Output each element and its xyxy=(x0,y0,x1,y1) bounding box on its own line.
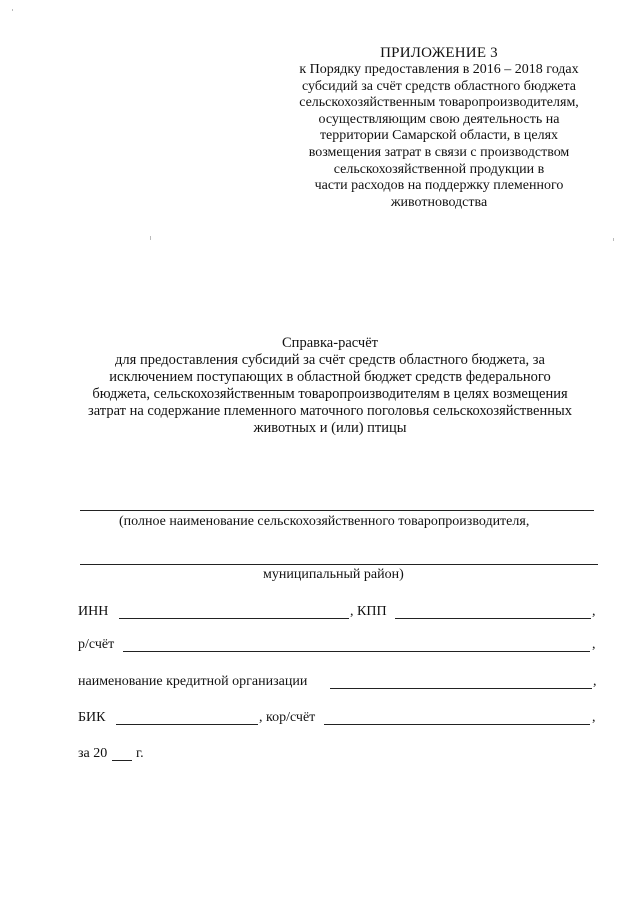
kpp-field[interactable] xyxy=(395,618,591,619)
appendix-line: сельскохозяйственным товаропроизводителям, xyxy=(299,95,579,111)
bank-end-comma: , xyxy=(593,674,597,689)
appendix-line: животноводства xyxy=(390,194,488,210)
producer-district-caption: муниципальный район) xyxy=(263,567,404,582)
kpp-end-comma: , xyxy=(592,604,596,619)
scan-speck xyxy=(150,236,151,240)
appendix-title: ПРИЛОЖЕНИЕ 3 xyxy=(380,45,498,61)
account-label: р/счёт xyxy=(78,637,115,652)
corr-account-label: , кор/счёт xyxy=(259,710,316,725)
inn-label: ИНН xyxy=(78,604,109,619)
scan-speck xyxy=(613,238,614,241)
document-title-block xyxy=(60,335,600,436)
document-subtitle-line: затрат на содержание племенного маточного поголовья сельскохозяйственных xyxy=(88,402,572,419)
document-title: Справка-расчёт xyxy=(282,335,378,351)
period-prefix: за 20 xyxy=(78,746,108,761)
period-row xyxy=(78,745,598,765)
producer-name-line[interactable] xyxy=(80,510,594,511)
kpp-label: , КПП xyxy=(350,604,387,619)
document-subtitle-line: исключением поступающих в областной бюджет средств федерального xyxy=(109,368,551,385)
document-subtitle-line: для предоставления субсидий за счёт средств областного бюджета, за xyxy=(115,351,545,368)
period-suffix: г. xyxy=(136,746,144,761)
bank-row xyxy=(78,673,598,693)
appendix-line: части расходов на поддержку племенного xyxy=(314,178,564,194)
appendix-line: сельскохозяйственной продукции в xyxy=(333,161,545,177)
account-end-comma: , xyxy=(592,637,596,652)
appendix-line: возмещения затрат в связи с производством xyxy=(308,144,570,160)
bank-label: наименование кредитной организации xyxy=(78,674,308,689)
bank-field[interactable] xyxy=(330,688,592,689)
producer-district-line[interactable] xyxy=(80,564,598,565)
appendix-line: субсидий за счёт средств областного бюджета xyxy=(301,78,577,94)
document-subtitle-line: животных и (или) птицы xyxy=(253,419,407,436)
bik-corr-row xyxy=(78,709,598,729)
account-row xyxy=(78,636,598,656)
corr-account-field[interactable] xyxy=(324,724,590,725)
appendix-header xyxy=(278,44,600,211)
scan-speck xyxy=(12,9,13,11)
bik-field[interactable] xyxy=(116,724,258,725)
inn-field[interactable] xyxy=(119,618,349,619)
appendix-line: территории Самарской области, в целях xyxy=(319,128,559,144)
appendix-line: осуществляющим свою деятельность на xyxy=(318,111,560,127)
bik-label: БИК xyxy=(78,710,106,725)
producer-name-caption: (полное наименование сельскохозяйственного товаропроизводителя, xyxy=(119,514,530,529)
appendix-line: к Порядку предоставления в 2016 – 2018 годах xyxy=(299,62,579,77)
account-field[interactable] xyxy=(123,651,590,652)
document-subtitle-line: бюджета, сельскохозяйственным товаропроизводителям в целях возмещения xyxy=(92,385,568,402)
inn-kpp-row xyxy=(78,603,598,623)
corr-end-comma: , xyxy=(592,710,596,725)
period-year-field[interactable] xyxy=(112,760,132,761)
